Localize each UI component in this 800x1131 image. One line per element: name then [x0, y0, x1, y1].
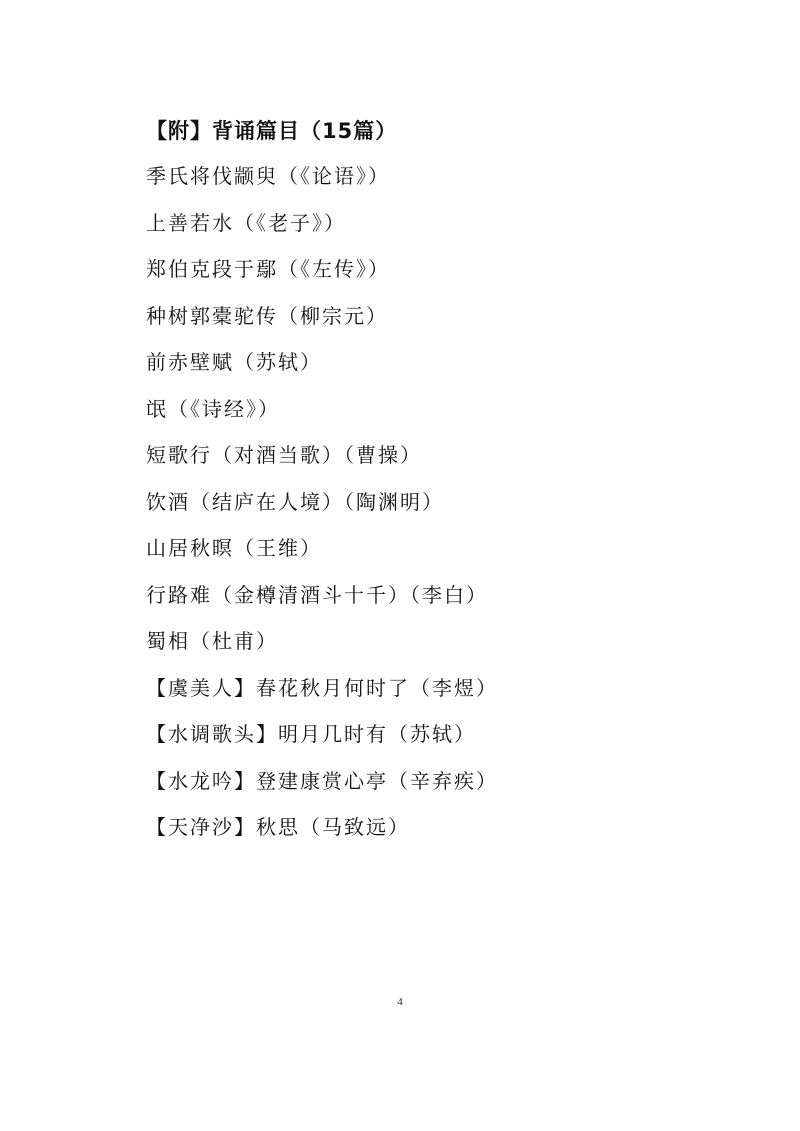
list-item: 季氏将伐颛臾（《论语》）: [146, 164, 390, 188]
recitation-list: [146, 160, 498, 858]
list-item: 前赤壁赋（苏轼）: [146, 350, 322, 374]
section-heading: 【附】背诵篇目（15篇）: [146, 119, 398, 143]
list-item: 种树郭橐驼传（柳宗元）: [146, 303, 388, 328]
list-item: 行路难（金樽清酒斗十千）（李白）: [146, 582, 488, 607]
list-item: 饮酒（结庐在人境）（陶渊明）: [146, 489, 444, 514]
list-item: 【天净沙】秋思（马致远）: [146, 815, 410, 839]
list-item: 上善若水（《老子》）: [146, 210, 346, 235]
list-item: 【水调歌头】明月几时有（苏轼）: [146, 722, 476, 746]
list-item: 【虞美人】春花秋月何时了（李煜）: [146, 675, 498, 700]
list-item: 蜀相（杜甫）: [146, 629, 278, 653]
list-item: 氓（《诗经》）: [146, 396, 280, 421]
list-item: 短歌行（对酒当歌）（曹操）: [146, 443, 422, 467]
page-number: 4: [397, 996, 403, 1008]
list-item: 郑伯克段于鄢（《左传》）: [146, 257, 390, 281]
list-item: 山居秋暝（王维）: [146, 536, 322, 560]
list-item: 【水龙吟】登建康赏心亭（辛弃疾）: [146, 768, 498, 793]
